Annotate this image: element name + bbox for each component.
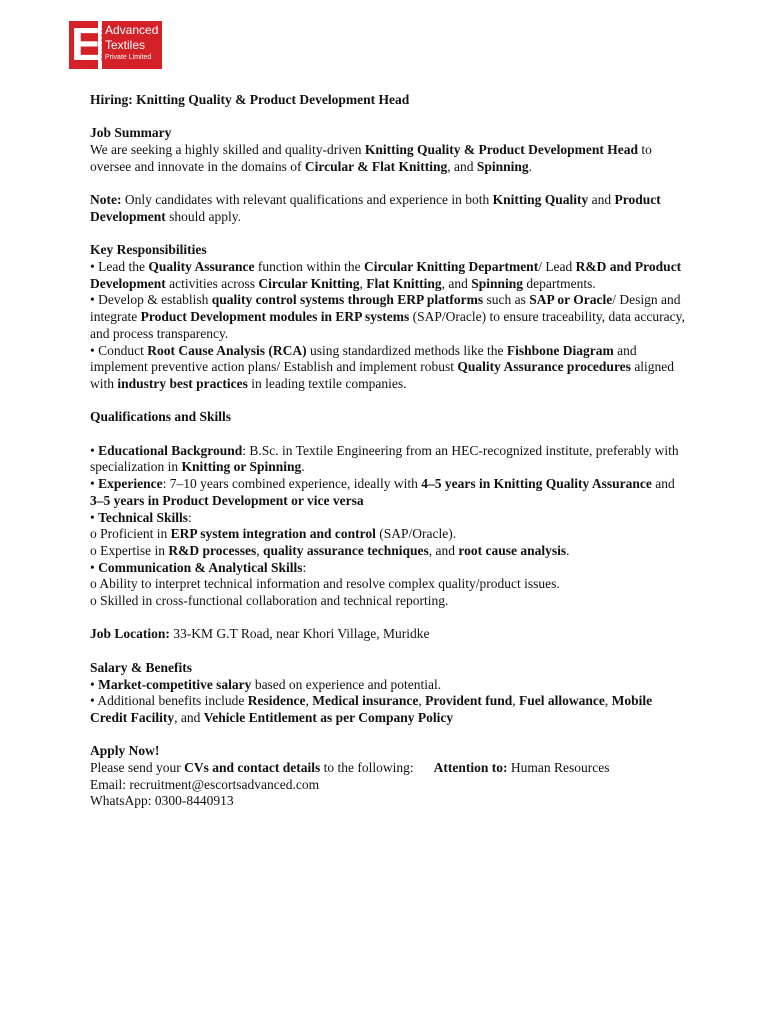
benefit-item: • Market-competitive salary based on experience and potential.: [90, 676, 442, 692]
qualification-item: • Technical Skills:: [90, 509, 192, 525]
logo-text-block: [102, 21, 162, 69]
responsibilities-title: Key Responsibilities: [90, 242, 207, 258]
responsibility-item: • Develop & establish quality control systems through ERP platforms such as SAP or Oracle/ Design and integrate Product Development modules in ERP systems (SAP/Oracle) to ensure traceability, data accuracy, and process transparency.: [90, 292, 685, 341]
page-title: Hiring: Knitting Quality & Product Development Head: [90, 92, 410, 107]
job-summary-text: We are seeking a highly skilled and quality-driven Knitting Quality & Product Development Head to oversee and innovate in the domains of Circular & Flat Knitting, and Spinning.: [90, 142, 652, 174]
qualification-item: • Educational Background: B.Sc. in Textile Engineering from an HEC-recognized institute, preferably with specialization in Knitting or Spinning.: [90, 442, 679, 475]
sub-item: o Skilled in cross-functional collaboration and technical reporting.: [90, 593, 449, 609]
logo-line3: Private Limited: [105, 54, 152, 61]
qualification-item: • Communication & Analytical Skills:: [90, 559, 307, 575]
job-summary-title: Job Summary: [90, 125, 172, 141]
qualifications-title: Qualifications and Skills: [90, 409, 232, 425]
sub-item: o Ability to interpret technical information and resolve complex quality/product issues.: [90, 576, 560, 592]
sub-item: o Expertise in R&D processes, quality assurance techniques, and root cause analysis.: [90, 542, 570, 558]
job-posting: [90, 92, 690, 810]
qualification-item: • Experience: 7–10 years combined experience, ideally with 4–5 years in Knitting Quality Assurance and 3–5 years in Product Development or vice versa: [90, 476, 675, 508]
apply-instructions: Please send your CVs and contact details to the following: Attention to: Human Resources: [90, 760, 610, 775]
job-location: Job Location: 33-KM G.T Road, near Khori Village, Muridke: [90, 626, 430, 642]
logo-mark: [69, 18, 102, 70]
responsibility-item: • Conduct Root Cause Analysis (RCA) using standardized methods like the Fishbone Diagram and implement preventive action plans/ Establish and implement robust Quality Assurance procedures aligned with industry best practices in leading textile companies.: [90, 342, 675, 391]
responsibility-item: • Lead the Quality Assurance function within the Circular Knitting Department/ Lead R&D and Product Development activities across Circular Knitting, Flat Knitting, and Spinning departments.: [90, 258, 682, 291]
apply-title: Apply Now!: [90, 743, 160, 759]
logo-line2: Textiles: [105, 38, 146, 52]
salary-title: Salary & Benefits: [90, 659, 192, 675]
contact-email[interactable]: Email: recruitment@escortsadvanced.com: [90, 776, 320, 792]
note-paragraph: Note: Only candidates with relevant qualifications and experience in both Knitting Quality and Product Development should apply.: [90, 192, 661, 224]
logo-e-glyph: E: [71, 18, 102, 70]
benefit-item: • Additional benefits include Residence, Medical insurance, Provident fund, Fuel allowance, Mobile Credit Facility, and Vehicle Entitlement as per Company Policy: [90, 693, 653, 725]
contact-whatsapp[interactable]: WhatsApp: 0300-8440913: [90, 793, 234, 809]
company-logo: [69, 18, 162, 70]
logo-line1: Advanced: [105, 23, 159, 37]
sub-item: o Proficient in ERP system integration and control (SAP/Oracle).: [90, 526, 457, 542]
